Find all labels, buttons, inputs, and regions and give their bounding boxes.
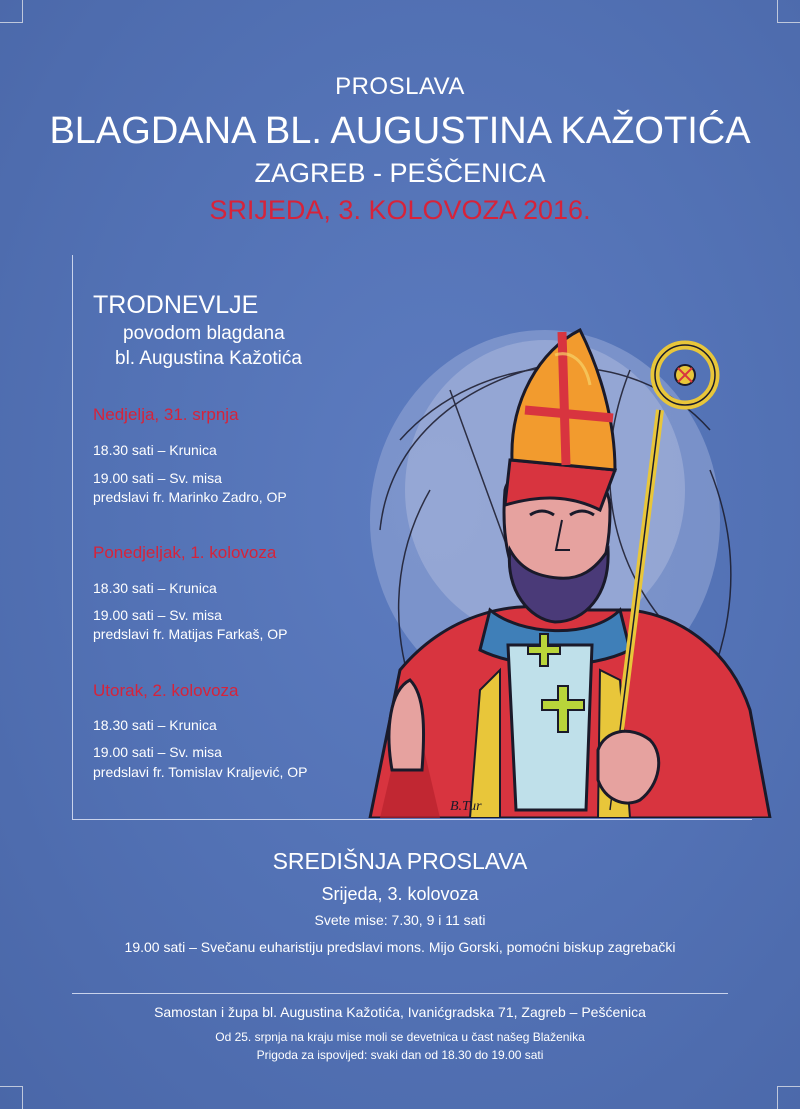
header-date: SRIJEDA, 3. KOLOVOZA 2016. <box>209 195 591 225</box>
crop-mark <box>0 1086 23 1109</box>
rosary-time: 18.30 sati – Krunica <box>93 717 217 733</box>
footer-confession: Prigoda za ispovijed: svaki dan od 18.30 do 19.00 sati <box>256 1048 544 1062</box>
rosary-time: 18.30 sati – Krunica <box>93 442 217 458</box>
central-day: Srijeda, 3. kolovoza <box>321 884 479 904</box>
triduum-title: TRODNEVLJE <box>93 291 259 319</box>
triduum-subtitle: bl. Augustina Kažotića <box>115 348 302 369</box>
crop-mark <box>777 1086 800 1109</box>
saint-painting <box>330 310 800 818</box>
mass-time: 19.00 sati – Sv. misa <box>93 607 222 623</box>
crop-mark <box>777 0 800 23</box>
mass-time: 19.00 sati – Sv. misa <box>93 744 222 760</box>
rosary-time: 18.30 sati – Krunica <box>93 580 217 596</box>
frame-horizontal-line <box>72 819 752 820</box>
mass-time: 19.00 sati – Sv. misa <box>93 470 222 486</box>
frame-vertical-line <box>72 255 73 819</box>
central-masses: Svete mise: 7.30, 9 i 11 sati <box>314 912 486 928</box>
painting-signature: B.Tur <box>450 799 482 814</box>
footer-divider <box>72 993 728 994</box>
celebrant: predslavi fr. Marinko Zadro, OP <box>93 489 287 505</box>
header-title: BLAGDANA BL. AUGUSTINA KAŽOTIĆA <box>49 110 751 152</box>
celebrant: predslavi fr. Matijas Farkaš, OP <box>93 626 288 642</box>
footer-novena: Od 25. srpnja na kraju mise moli se devetnica u čast našeg Blaženika <box>215 1030 585 1044</box>
header-line-1: PROSLAVA <box>335 73 465 100</box>
central-evening-mass: 19.00 sati – Svečanu euharistiju predslavi mons. Mijo Gorski, pomoćni biskup zagrebački <box>124 939 676 955</box>
header-location: ZAGREB - PEŠČENICA <box>254 158 546 188</box>
footer-address: Samostan i župa bl. Augustina Kažotića, Ivanićgradska 71, Zagreb – Pešćenica <box>154 1004 646 1020</box>
crop-mark <box>0 0 23 23</box>
day-heading: Nedjelja, 31. srpnja <box>93 405 239 424</box>
central-title: SREDIŠNJA PROSLAVA <box>272 848 528 874</box>
day-heading: Ponedjeljak, 1. kolovoza <box>93 543 277 562</box>
day-heading: Utorak, 2. kolovoza <box>93 681 239 700</box>
triduum-subtitle: povodom blagdana <box>123 323 285 344</box>
celebrant: predslavi fr. Tomislav Kraljević, OP <box>93 764 308 780</box>
